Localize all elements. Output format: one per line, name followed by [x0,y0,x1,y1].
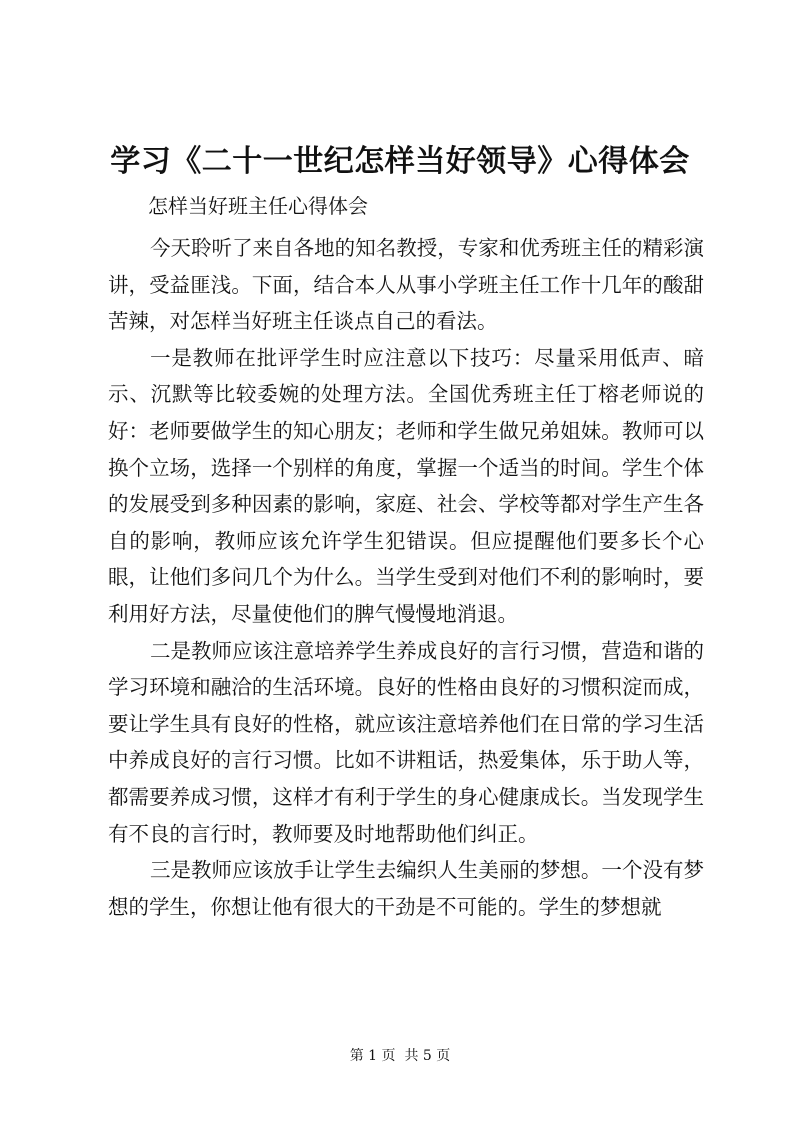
document-body [108,230,704,925]
paragraph-point-two: 二是教师应该注意培养学生养成良好的言行习惯，营造和谐的学习环境和融洽的生活环境。良好的性格由良好的习惯积淀而成，要让学生具有良好的性格，就应该注意培养他们在日常的学习生活中养成良好的言行习惯。比如不讲粗话，热爱集体，乐于助人等，都需要养成习惯，这样才有利于学生的身心健康成长。当发现学生有不良的言行时，教师要及时地帮助他们纠正。 [108,638,704,846]
paragraph-point-three: 三是教师应该放手让学生去编织人生美丽的梦想。一个没有梦想的学生，你想让他有很大的干劲是不可能的。学生的梦想就 [108,858,704,919]
paragraph-intro: 今天聆听了来自各地的知名教授，专家和优秀班主任的精彩演讲，受益匪浅。下面，结合本人从事小学班主任工作十几年的酸甜苦辣，对怎样当好班主任谈点自己的看法。 [108,236,704,334]
document-subtitle: 怎样当好班主任心得体会 [148,194,368,218]
page-footer: 第 1 页 共 5 页 [349,1048,451,1064]
document-title: 学习《二十一世纪怎样当好领导》心得体会 [110,144,690,179]
paragraph-point-one: 一是教师在批评学生时应注意以下技巧：尽量采用低声、暗示、沉默等比较委婉的处理方法。全国优秀班主任丁榕老师说的好：老师要做学生的知心朋友；老师和学生做兄弟姐妹。教师可以换个立场，选择一个别样的角度，掌握一个适当的时间。学生个体的发展受到多种因素的影响，家庭、社会、学校等都对学生产生各自的影响，教师应该允许学生犯错误。但应提醒他们要多长个心眼，让他们多问几个为什么。当学生受到对他们不利的影响时，要利用好方法，尽量使他们的脾气慢慢地消退。 [108,345,704,626]
